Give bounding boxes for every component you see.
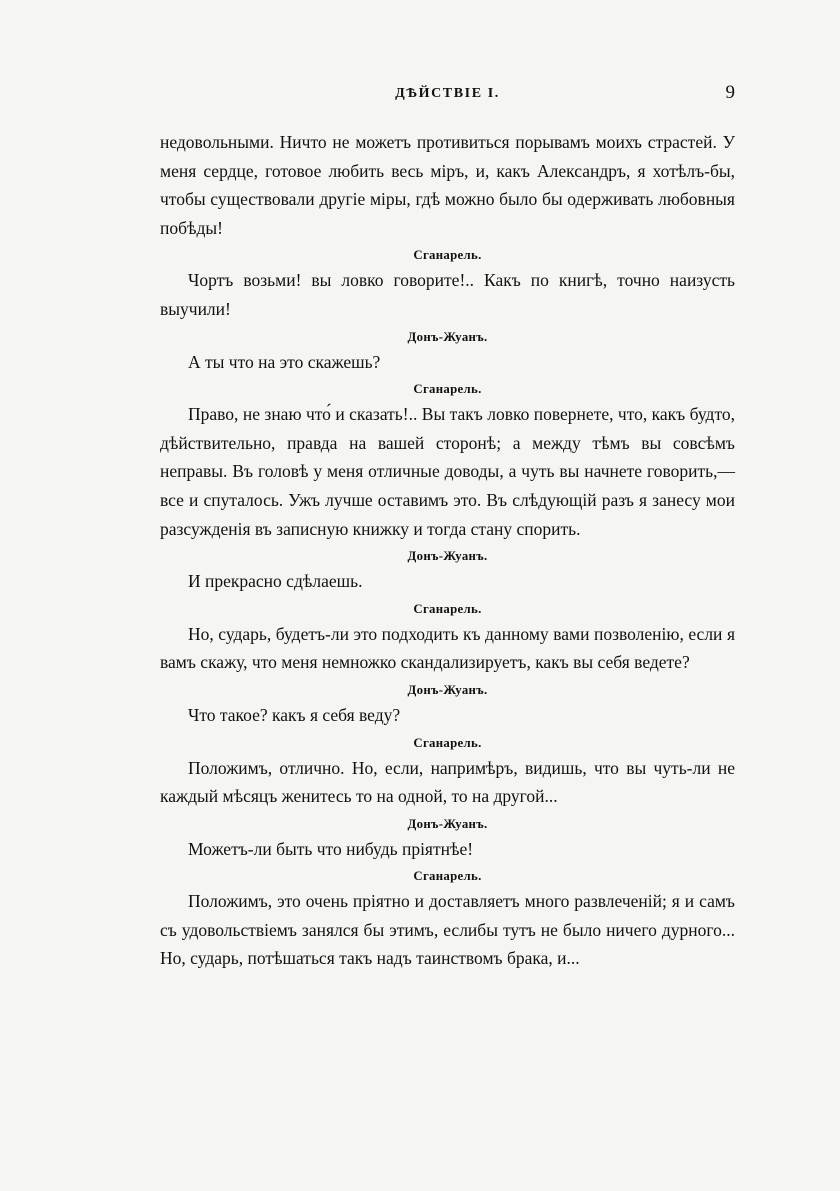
- page-number: 9: [725, 82, 735, 103]
- dialogue-paragraph: Чортъ возьми! вы ловко говорите!.. Какъ по книгѣ, точно наизусть выучили!: [160, 270, 735, 319]
- page-header: [160, 82, 735, 114]
- speaker-name: Донъ-Жуанъ.: [407, 816, 488, 831]
- play-text: [160, 128, 735, 973]
- dialogue-paragraph: Положимъ, это очень пріятно и доставляетъ много развлеченій; я и самъ съ удовольствіемъ занялся бы этимъ, еслибы тутъ не было ничего дурного... Но, сударь, потѣшаться такъ надъ таинствомъ брака, и...: [160, 891, 735, 969]
- speaker-name: Сганарель.: [413, 869, 482, 884]
- speaker-name: Сганарель.: [413, 735, 482, 750]
- dialogue-paragraph: И прекрасно сдѣлаешь.: [188, 571, 363, 592]
- dialogue-paragraph: Можетъ-ли быть что нибудь пріятнѣе!: [188, 838, 474, 859]
- speaker-name: Сганарель.: [413, 601, 482, 616]
- speaker-name: Сганарель.: [413, 382, 482, 397]
- speaker-name: Сганарель.: [413, 248, 482, 263]
- dialogue-paragraph: Право, не знаю что́ и сказать!.. Вы такъ ловко повернете, что, какъ будто, дѣйствительно, правда на вашей сторонѣ; а между тѣмъ вы совсѣмъ неправы. Въ головѣ у меня отличные доводы, а чуть вы начнете говорить,— все и спуталось. Ужъ лучше оставимъ это. Въ слѣдующій разъ я занесу мои разсужденія въ записную книжку и тогда стану спорить.: [160, 404, 735, 539]
- dialogue-paragraph: Но, сударь, будетъ-ли это подходить къ данному вами позволенію, если я вамъ скажу, что меня немножко скандализируетъ, какъ вы себя ведете?: [160, 623, 735, 673]
- dialogue-paragraph: А ты что на это скажешь?: [188, 351, 381, 372]
- speaker-name: Донъ-Жуанъ.: [407, 329, 488, 344]
- running-head: ДѢЙСТВІЕ І.: [395, 86, 500, 101]
- speaker-name: Донъ-Жуанъ.: [407, 549, 488, 564]
- speaker-name: Донъ-Жуанъ.: [407, 682, 488, 697]
- dialogue-paragraph: Что такое? какъ я себя веду?: [188, 704, 401, 725]
- dialogue-paragraph: Положимъ, отлично. Но, если, напримѣръ, видишь, что вы чуть-ли не каждый мѣсяцъ женитесь то на одной, то на другой...: [160, 757, 735, 807]
- paragraph-continued: недовольными. Ничто не можетъ противиться порывамъ моихъ страстей. У меня сердце, готовое любить весь міръ, и, какъ Александръ, я хотѣлъ-бы, чтобы существовали другіе міры, гдѣ можно было бы одерживать любовныя побѣды!: [160, 132, 735, 238]
